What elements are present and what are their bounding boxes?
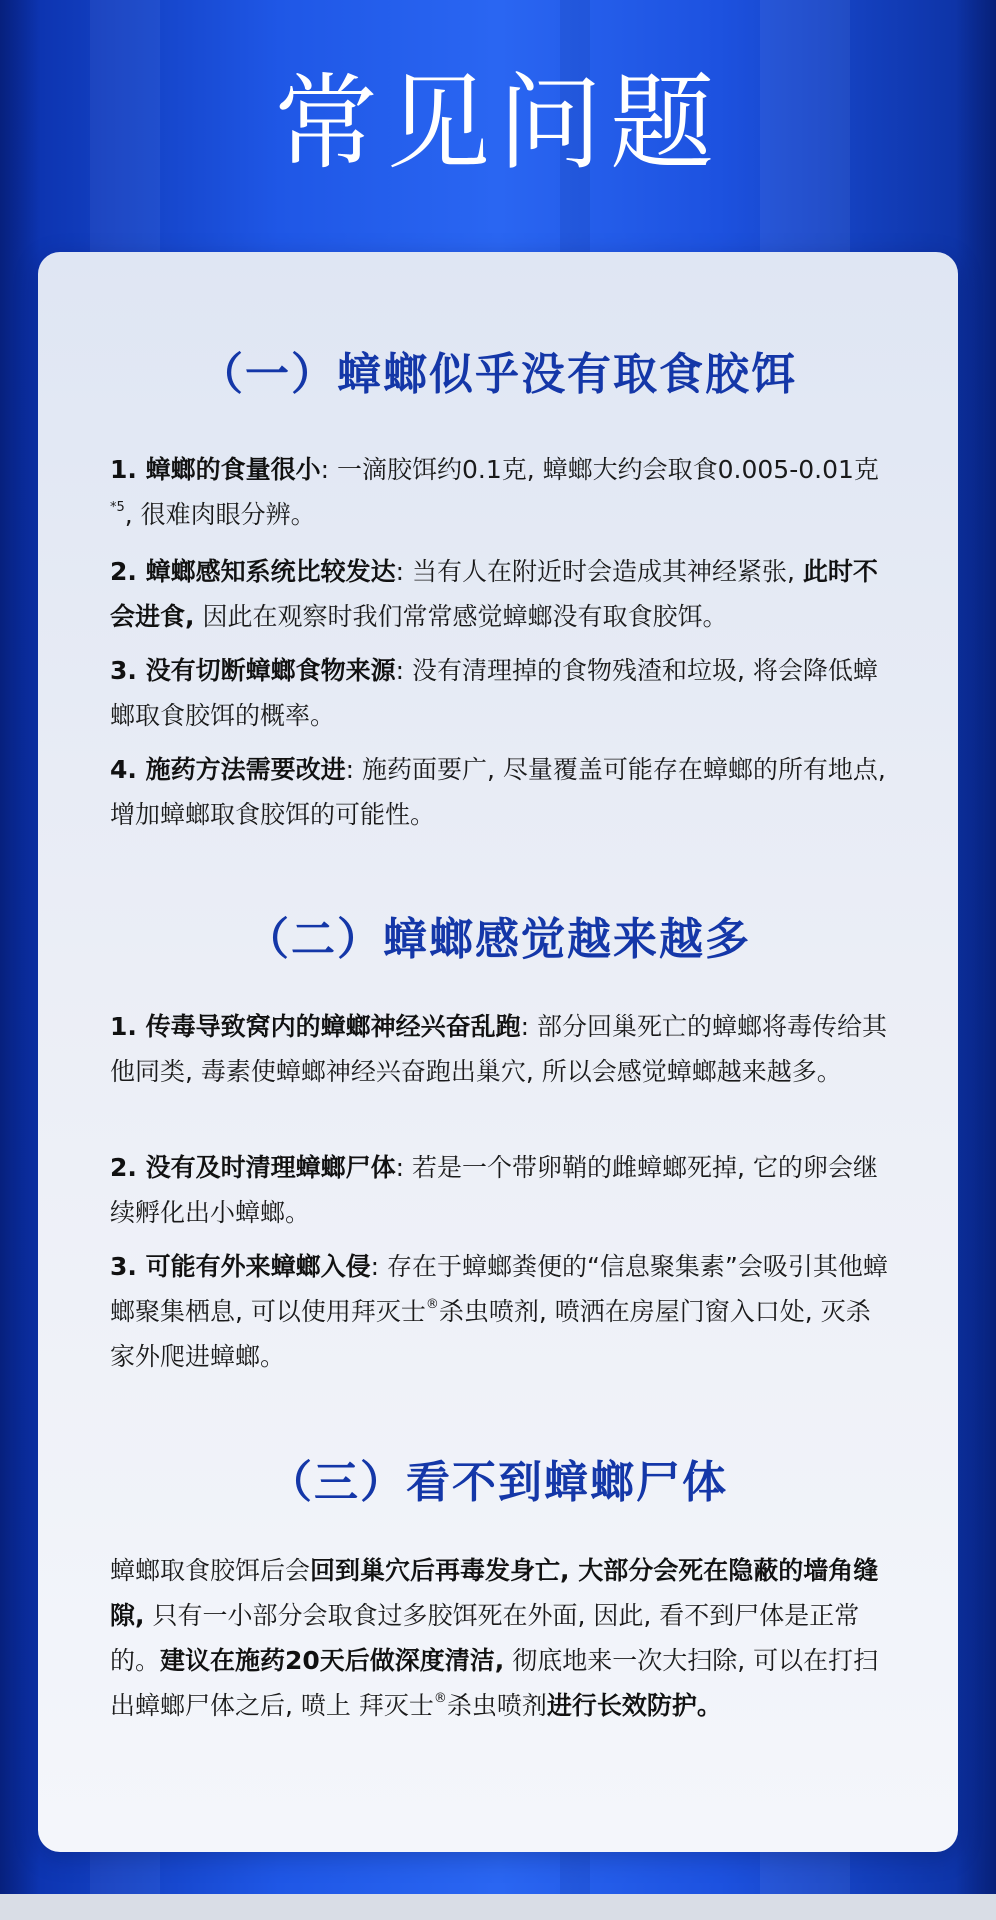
paragraph-text: 杀虫喷剂 xyxy=(446,1691,547,1720)
section-3-paragraph xyxy=(110,1548,890,1728)
item-text: , 很难肉眼分辨。 xyxy=(124,500,316,529)
paragraph-text: 蟑螂取食胶饵后会 xyxy=(110,1556,311,1585)
item-text: : 部分回巢死亡的蟑螂将毒传给其他同类, 毒素使蟑螂神经兴奋跑出巢穴, 所以会感觉蟑螂越来越多。 xyxy=(110,1012,887,1086)
paragraph-text: 彻底地来一次大扫除, 可以在打扫出蟑螂尸体之后, 喷上 拜灭士 xyxy=(110,1646,879,1720)
item-heading: 1. 传毒导致窝内的蟑螂神经兴奋乱跑 xyxy=(110,1012,521,1041)
section-2-item-2 xyxy=(110,1145,890,1235)
section-1-title: （一）蟑螂似乎没有取食胶饵 xyxy=(199,349,797,400)
registered-mark: ® xyxy=(425,1297,439,1312)
item-text: : 存在于蟑螂粪便的“信息聚集素”会吸引其他蟑螂聚集栖息, 可以使用拜灭士 xyxy=(110,1252,888,1326)
section-2-item-3 xyxy=(110,1244,890,1379)
section-1-item-1 xyxy=(110,447,890,537)
page-title: 常见问题 xyxy=(273,62,722,184)
item-text: : 施药面要广, 尽量覆盖可能存在蟑螂的所有地点, 增加蟑螂取食胶饵的可能性。 xyxy=(110,755,886,829)
bottom-edge xyxy=(0,1894,996,1920)
faq-card xyxy=(38,252,958,1852)
paragraph-text: 只有一小部分会取食过多胶饵死在外面, 因此, 看不到尸体是正常的。 xyxy=(110,1601,860,1675)
paragraph-emphasis: 回到巢穴后再毒发身亡, 大部分会死在隐蔽的墙角缝隙, xyxy=(110,1556,879,1630)
item-heading: 1. 蟑螂的食量很小 xyxy=(110,455,321,484)
item-heading: 3. 没有切断蟑螂食物来源 xyxy=(110,656,396,685)
item-text: 杀虫喷剂, 喷洒在房屋门窗入口处, 灭杀家外爬进蟑螂。 xyxy=(110,1297,871,1371)
section-1-item-4 xyxy=(110,747,890,837)
background-stripe xyxy=(0,0,40,1920)
item-text: : 一滴胶饵约0.1克, 蟑螂大约会取食0.005-0.01克 xyxy=(320,455,879,484)
section-1-item-3 xyxy=(110,648,890,738)
item-heading: 4. 施药方法需要改进 xyxy=(110,755,346,784)
section-1-item-2 xyxy=(110,549,890,639)
item-emphasis: 此时不会进食, xyxy=(110,557,878,631)
registered-mark: ® xyxy=(433,1691,447,1706)
footnote-mark: *5 xyxy=(110,500,125,515)
section-2-title: （二）蟑螂感觉越来越多 xyxy=(245,914,751,965)
item-text: : 没有清理掉的食物残渣和垃圾, 将会降低蟑螂取食胶饵的概率。 xyxy=(110,656,878,730)
item-text: : 若是一个带卵鞘的雌蟑螂死掉, 它的卵会继续孵化出小蟑螂。 xyxy=(110,1153,878,1227)
paragraph-emphasis: 进行长效防护。 xyxy=(546,1691,722,1720)
section-3-title: （三）看不到蟑螂尸体 xyxy=(268,1457,728,1508)
section-2-item-1 xyxy=(110,1004,890,1094)
item-text: 因此在观察时我们常常感觉蟑螂没有取食胶饵。 xyxy=(194,602,728,631)
item-text: : 当有人在附近时会造成其神经紧张, xyxy=(395,557,803,586)
item-heading: 2. 蟑螂感知系统比较发达 xyxy=(110,557,396,586)
background-stripe xyxy=(955,0,996,1920)
paragraph-emphasis: 建议在施药20天后做深度清洁, xyxy=(160,1646,505,1675)
item-heading: 3. 可能有外来蟑螂入侵 xyxy=(110,1252,371,1281)
item-heading: 2. 没有及时清理蟑螂尸体 xyxy=(110,1153,396,1182)
